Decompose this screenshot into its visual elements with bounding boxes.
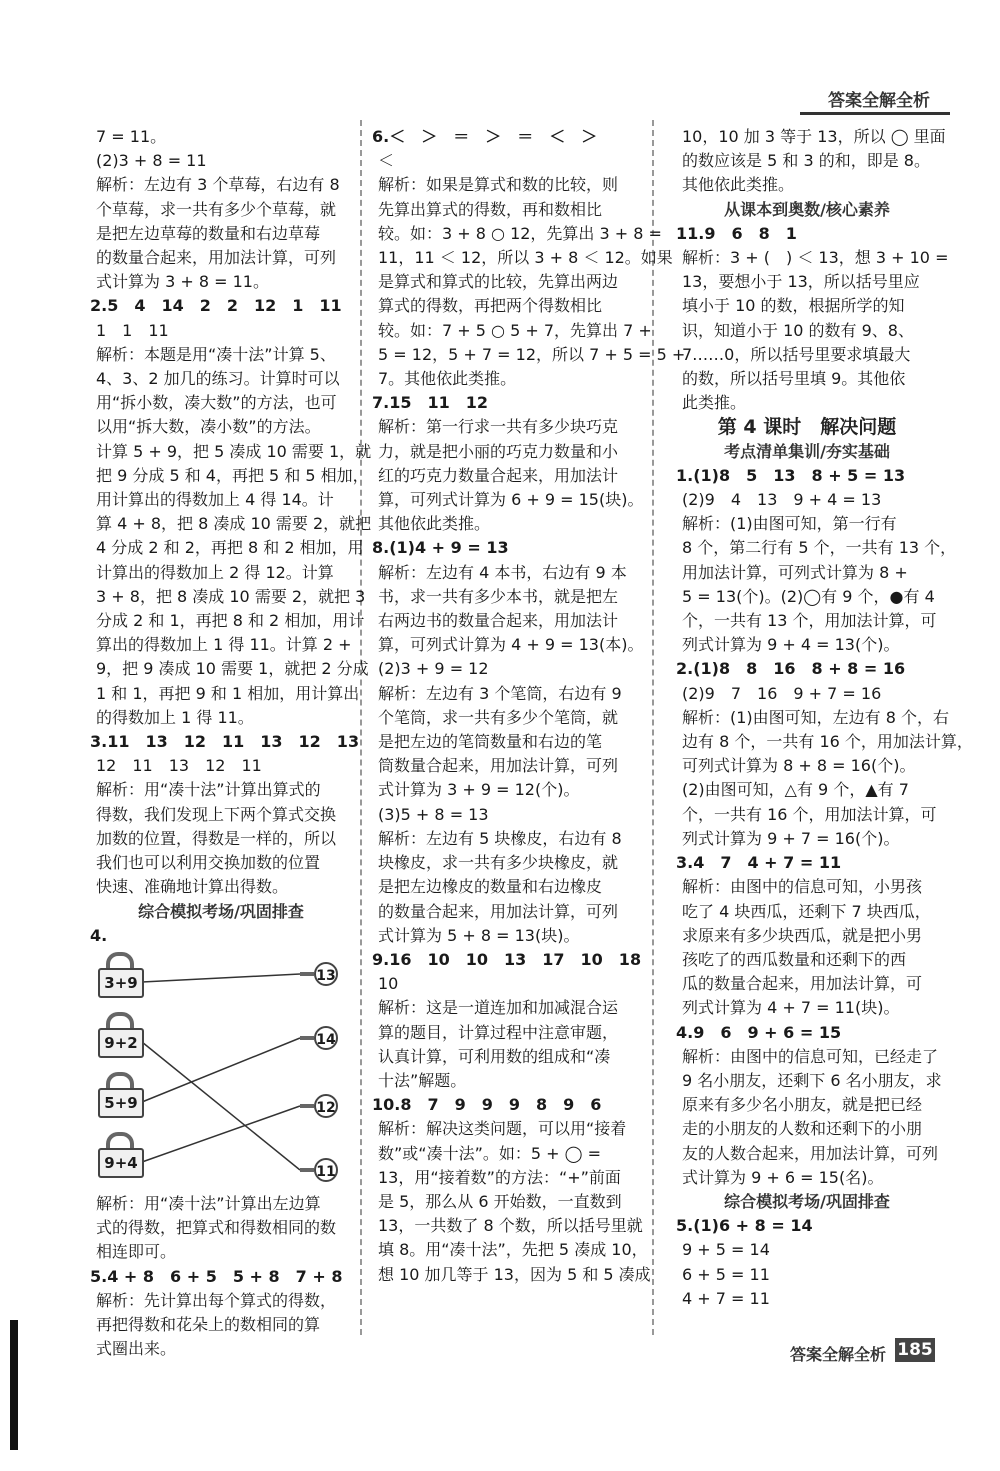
key-icon: [300, 1094, 338, 1118]
text-line: 解析：用“凑十法”计算出算式的: [96, 780, 321, 800]
section-heading: 综合模拟考场/巩固排查: [138, 901, 304, 921]
text-line: 11，11 ＜ 12，所以 3 + 8 ＜ 12。如果: [378, 248, 673, 268]
text-line: 右两边书的数量合起来，用加法计: [378, 611, 619, 631]
text-line: 用“拆小数，凑大数”的方法，也可: [96, 393, 337, 413]
text-line: 认真计算，可利用数的组成和“凑: [378, 1046, 611, 1066]
text-line: 填 8。用“凑十法”，先把 5 凑成 10，: [378, 1240, 648, 1260]
column-2: [372, 125, 686, 1287]
text-line: 其他依此类推。: [378, 514, 491, 534]
text-line: 式计算为 3 + 9 = 12(个)。: [378, 780, 580, 800]
text-line: 解析：左边有 3 个笔筒，右边有 9: [378, 683, 622, 703]
section-heading: 从课本到奥数/核心素养: [724, 199, 890, 219]
text-line: (2)9 4 13 9 + 4 = 13: [682, 490, 882, 510]
key-stem: [300, 972, 314, 976]
section-heading: 综合模拟考场/巩固排查: [724, 1191, 890, 1211]
text-line: 7。其他依此类推。: [378, 369, 517, 389]
text-line: 的数应该是 5 和 3 的和，即是 8。: [682, 151, 930, 171]
text-line: 友的人数合起来，用加法计算，可列: [682, 1143, 939, 1163]
text-line: 的数，所以括号里填 9。其他依: [682, 369, 906, 389]
key-icon: [300, 1158, 338, 1182]
text-line: (2)由图可知，△有 9 个，▲有 7: [682, 780, 909, 800]
text-line: 8 个，第二行有 5 个，一共有 13 个，: [682, 538, 957, 558]
text-line: 12 11 13 12 11: [96, 756, 262, 776]
text-line: 个笔筒，求一共有多少个笔筒，就: [378, 707, 619, 727]
text-line: 11.9 6 8 1: [676, 223, 797, 243]
text-line: 4、3、2 加几的练习。计算时可以: [96, 369, 340, 389]
text-line: 可列式计算为 8 + 8 = 16(个)。: [682, 756, 916, 776]
header-rule: [800, 112, 950, 115]
text-line: 此类推。: [682, 393, 747, 413]
text-line: 红的巧克力数量合起来，用加法计: [378, 465, 619, 485]
column-1: [90, 125, 372, 1361]
text-line: 2.5 4 14 2 2 12 1 11: [90, 296, 342, 316]
column-3: [676, 125, 973, 1311]
text-line: 十法”解题。: [378, 1070, 467, 1090]
text-line: ＜: [378, 151, 395, 171]
text-line: 2.(1)8 8 16 8 + 8 = 16: [676, 659, 906, 679]
text-line: 7 = 11。: [96, 127, 167, 146]
text-line: 4 + 7 = 11: [682, 1288, 770, 1308]
page-number: 185: [895, 1338, 935, 1362]
text-line: 解析：左边有 5 块橡皮，右边有 8: [378, 828, 622, 848]
connector-line: [142, 1042, 300, 1170]
text-line: 是 5，那么从 6 开始数，一直数到: [378, 1191, 622, 1211]
connector-line: [142, 974, 300, 982]
text-line: 3.4 7 4 + 7 = 11: [676, 853, 842, 873]
text-line: 是把左边的笔筒数量和右边的笔: [378, 732, 603, 752]
text-line: 1 1 11: [96, 320, 169, 340]
text-line: 的得数加上 1 得 11。: [96, 707, 254, 727]
text-line: 9.16 10 10 13 17 10 18: [372, 949, 642, 969]
text-line: (2)3 + 9 = 12: [378, 659, 489, 679]
text-line: 块橡皮，求一共有多少块橡皮，就: [378, 853, 619, 873]
text-line: 用加法计算，可列式计算为 8 +: [682, 562, 908, 582]
text-line: 加数的位置，得数是一样的，所以: [96, 828, 337, 848]
text-line: (2)9 7 16 9 + 7 = 16: [682, 683, 882, 703]
section-heading: 考点清单集训/夯实基础: [724, 441, 890, 461]
text-line: 瓜的数量合起来，用加法计算，可: [682, 974, 923, 994]
text-line: 式计算为 9 + 6 = 15(名)。: [682, 1167, 884, 1187]
text-line: 9 + 5 = 14: [682, 1240, 770, 1260]
text-line: 列式计算为 9 + 4 = 13(个)。: [682, 635, 900, 655]
text-line: 孩吃了的西瓜数量和还剩下的西: [682, 949, 907, 969]
text-line: 其他依此类推。: [682, 175, 795, 195]
key-number: 11: [314, 1158, 338, 1182]
text-line: 得数，我们发现上下两个算式交换: [96, 804, 337, 824]
text-line: 先算出算式的得数，再和数相比: [378, 199, 603, 219]
lock-key-matching-diagram: [90, 952, 352, 1192]
column-separator-1: [360, 120, 362, 1335]
text-line: 较。如：3 + 8 ○ 12，先算出 3 + 8 =: [378, 223, 662, 243]
text-line: 13，一共数了 8 个数，所以括号里就: [378, 1216, 643, 1236]
text-line: 列式计算为 9 + 7 = 16(个)。: [682, 828, 900, 848]
text-line: 5 = 13(个)。(2)◯有 9 个，●有 4: [682, 586, 935, 606]
text-line: 7……0，所以括号里要求填最大: [682, 344, 911, 364]
text-line: 解析：本题是用“凑十法”计算 5、: [96, 344, 336, 364]
lock-expression: 9+2: [98, 1028, 144, 1058]
text-line: 解析：(1)由图可知，第一行有: [682, 514, 897, 534]
text-line: 想 10 加几等于 13，因为 5 和 5 凑成: [378, 1264, 651, 1284]
text-line: 是把左边草莓的数量和右边草莓: [96, 223, 321, 243]
text-line: 解析：第一行求一共有多少块巧克: [378, 417, 619, 437]
lock-expression: 3+9: [98, 968, 144, 998]
text-line: 4.: [90, 925, 108, 945]
text-line: 式圈出来。: [96, 1339, 177, 1359]
text-line: 9 名小朋友，还剩下 6 名小朋友，求: [682, 1070, 942, 1090]
text-line: 的数量合起来，用加法计算，可列: [378, 901, 619, 921]
section-heading: 第 4 课时 解决问题: [717, 416, 897, 439]
text-line: 4.9 6 9 + 6 = 15: [676, 1022, 842, 1042]
text-line: 再把得数和花朵上的数相同的算: [96, 1314, 321, 1334]
text-line: 5.(1)6 + 8 = 14: [676, 1216, 813, 1236]
key-icon: [300, 1026, 338, 1050]
text-line: 3.11 13 12 11 13 12 13: [90, 732, 360, 752]
text-line: 个，一共有 13 个，用加法计算，可: [682, 611, 937, 631]
text-line: 10.8 7 9 9 9 8 9 6: [372, 1095, 602, 1115]
text-line: (2)3 + 8 = 11: [96, 151, 207, 171]
text-line: 解析：左边有 4 本书，右边有 9 本: [378, 562, 627, 582]
text-line: 解析：3 + ( ) ＜ 13，想 3 + 10 =: [682, 248, 949, 268]
text-line: 7.15 11 12: [372, 393, 489, 413]
text-line: 4 分成 2 和 2，再把 8 和 2 相加，用: [96, 538, 364, 558]
lock-expression: 9+4: [98, 1148, 144, 1178]
text-line: 式计算为 3 + 8 = 11。: [96, 272, 269, 292]
left-edge-bar: [10, 1320, 18, 1450]
text-line: 解析：左边有 3 个草莓，右边有 8: [96, 175, 340, 195]
text-line: 3 + 8，把 8 凑成 10 需要 2，就把 3: [96, 586, 366, 606]
text-line: 吃了 4 块西瓜，还剩下 7 块西瓜，: [682, 901, 931, 921]
text-line: 9，把 9 凑成 10 需要 1，就把 2 分成: [96, 659, 369, 679]
text-line: 式计算为 5 + 8 = 13(块)。: [378, 925, 580, 945]
text-line: 1.(1)8 5 13 8 + 5 = 13: [676, 465, 906, 485]
text-line: 8.(1)4 + 9 = 13: [372, 538, 509, 558]
text-line: 解析：先计算出每个算式的得数，: [96, 1290, 337, 1310]
text-line: 填小于 10 的数，根据所学的知: [682, 296, 905, 316]
key-number: 12: [314, 1094, 338, 1118]
text-line: 解析：如果是算式和数的比较，则: [378, 175, 619, 195]
text-line: 6.＜ ＞ ＝ ＞ ＝ ＜ ＞: [372, 127, 598, 146]
connector-line: [142, 1038, 300, 1102]
text-line: 相连即可。: [96, 1242, 177, 1262]
text-line: 计算 5 + 9，把 5 凑成 10 需要 1，就: [96, 441, 372, 461]
text-line: 识，知道小于 10 的数有 9、8、: [682, 320, 914, 340]
column-separator-2: [652, 120, 654, 1335]
text-line: 解析：解决这类问题，可以用“接着: [378, 1119, 627, 1139]
text-line: 较。如：7 + 5 ○ 5 + 7，先算出 7 +: [378, 320, 652, 340]
text-line: 是算式和算式的比较，先算出两边: [378, 272, 619, 292]
text-line: 我们也可以利用交换加数的位置: [96, 853, 321, 873]
text-line: 把 9 分成 5 和 4，再把 5 和 5 相加，: [96, 465, 369, 485]
text-line: 10: [378, 974, 399, 994]
text-line: 算 4 + 8，把 8 凑成 10 需要 2，就把: [96, 514, 372, 534]
text-line: 13，用“接着数”的方法：“+”前面: [378, 1167, 621, 1187]
text-line: 列式计算为 4 + 7 = 11(块)。: [682, 998, 900, 1018]
text-line: 算出的得数加上 1 得 11。计算 2 +: [96, 635, 352, 655]
text-line: 6 + 5 = 11: [682, 1264, 770, 1284]
text-line: 数”或“凑十法”。如：5 + ◯ =: [378, 1143, 602, 1163]
text-line: 算式的得数，再把两个得数相比: [378, 296, 603, 316]
text-line: 个草莓，求一共有多少个草莓，就: [96, 199, 337, 219]
key-stem: [300, 1168, 314, 1172]
text-line: 力，就是把小丽的巧克力数量和小: [378, 441, 619, 461]
text-line: 解析：用“凑十法”计算出左边算: [96, 1193, 321, 1213]
text-line: 解析：这是一道连加和加减混合运: [378, 998, 619, 1018]
text-line: 计算出的得数加上 2 得 12。计算: [96, 562, 334, 582]
text-line: 边有 8 个，一共有 16 个，用加法计算，: [682, 732, 973, 752]
text-line: 式的得数，把算式和得数相同的数: [96, 1218, 337, 1238]
text-line: 用计算出的得数加上 4 得 14。计: [96, 490, 334, 510]
text-line: 是把左边橡皮的数量和右边橡皮: [378, 877, 603, 897]
key-stem: [300, 1104, 314, 1108]
key-icon: [300, 962, 338, 986]
text-line: 5 = 12，5 + 7 = 12，所以 7 + 5 = 5 +: [378, 344, 686, 364]
footer-label: 答案全解全析: [790, 1345, 887, 1364]
text-line: 1 和 1，再把 9 和 1 相加，用计算出: [96, 683, 360, 703]
text-line: 以用“拆大数，凑小数”的方法。: [96, 417, 321, 437]
text-line: 解析：(1)由图可知，左边有 8 个，右: [682, 707, 950, 727]
text-line: 的数量合起来，用加法计算，可列: [96, 248, 337, 268]
text-line: 13，要想小于 13，所以括号里应: [682, 272, 920, 292]
page-header-title: 答案全解全析: [828, 91, 930, 111]
text-line: 快速、准确地计算出得数。: [96, 877, 289, 897]
text-line: 书，求一共有多少本书，就是把左: [378, 586, 619, 606]
text-line: 分成 2 和 1，再把 8 和 2 相加，用计: [96, 611, 365, 631]
text-line: (3)5 + 8 = 13: [378, 804, 489, 824]
text-line: 筒数量合起来，用加法计算，可列: [378, 756, 619, 776]
text-line: 解析：由图中的信息可知，已经走了: [682, 1046, 939, 1066]
text-line: 算的题目，计算过程中注意审题，: [378, 1022, 619, 1042]
key-number: 13: [314, 962, 338, 986]
connector-line: [142, 1106, 300, 1162]
key-stem: [300, 1036, 314, 1040]
text-line: 10，10 加 3 等于 13，所以 ◯ 里面: [682, 127, 946, 146]
text-line: 算，可列式计算为 6 + 9 = 15(块)。: [378, 490, 644, 510]
text-line: 求原来有多少块西瓜，就是把小男: [682, 925, 923, 945]
lock-expression: 5+9: [98, 1088, 144, 1118]
text-line: 原来有多少名小朋友，就是把已经: [682, 1095, 923, 1115]
text-line: 5.4 + 8 6 + 5 5 + 8 7 + 8: [90, 1266, 343, 1286]
text-line: 解析：由图中的信息可知，小男孩: [682, 877, 923, 897]
text-line: 算，可列式计算为 4 + 9 = 13(本)。: [378, 635, 644, 655]
text-line: 个，一共有 16 个，用加法计算，可: [682, 804, 937, 824]
text-line: 走的小朋友的人数和还剩下的小朋: [682, 1119, 923, 1139]
key-number: 14: [314, 1026, 338, 1050]
